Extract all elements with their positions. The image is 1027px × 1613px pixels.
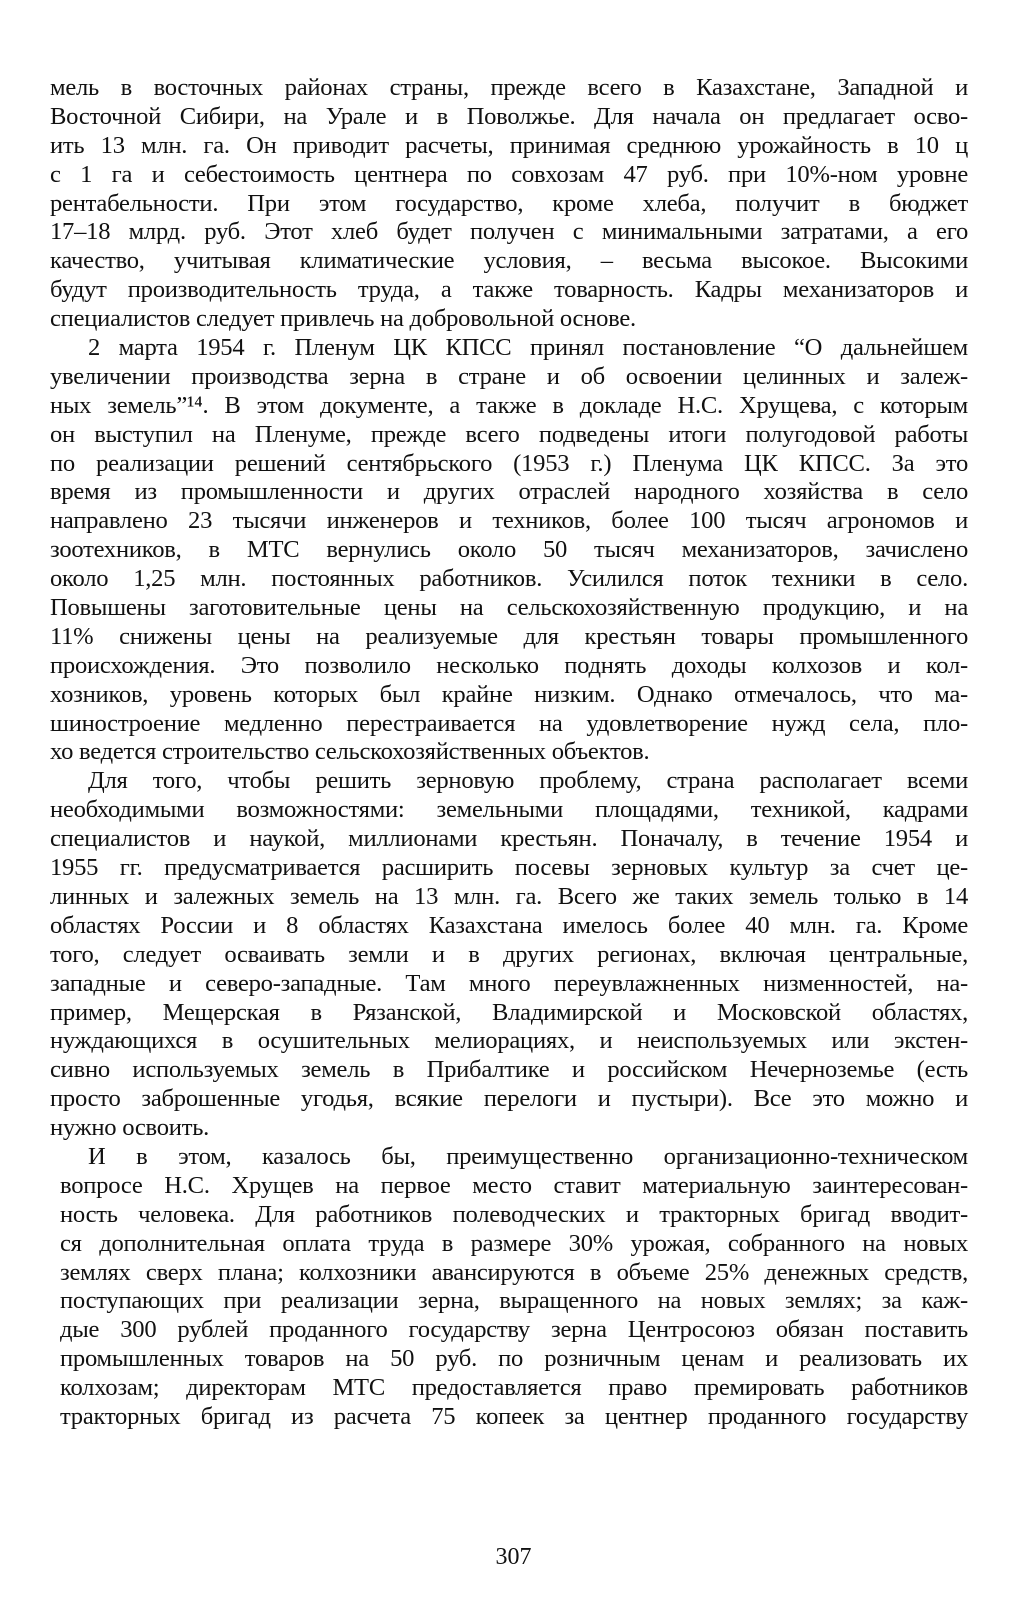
text-line: шиностроение медленно перестраивается на удовлетворение нужд села, пло- [50, 709, 968, 737]
text-line: нужно освоить. [50, 1114, 210, 1142]
text-line: необходимыми возможностями: земельными площадями, техникой, кадрами [50, 796, 968, 824]
text-line: Восточной Сибири, на Урале и в Поволжье. Для начала он предлагает осво- [50, 102, 968, 130]
text-line: промышленных товаров на 50 руб. по розничным ценам и реализовать их [60, 1345, 968, 1373]
text-line: Повышены заготовительные цены на сельскохозяйственную продукцию, и на [50, 594, 968, 622]
text-line: специалистов следует привлечь на добровольной основе. [50, 305, 636, 333]
text-line: направлено 23 тысячи инженеров и техников, более 100 тысяч агрономов и [50, 507, 968, 535]
text-line: областях России и 8 областях Казахстана имелось более 40 млн. га. Кроме [50, 911, 968, 939]
text-line: специалистов и наукой, миллионами крестьян. Поначалу, в течение 1954 и [50, 825, 968, 853]
text-line: 17–18 млрд. руб. Этот хлеб будет получен с минимальными затратами, а его [50, 218, 968, 246]
text-line: качество, учитывая климатические условия, – весьма высокое. Высокими [50, 247, 968, 275]
text-line: ить 13 млн. га. Он приводит расчеты, принимая среднюю урожайность в 10 ц [50, 131, 968, 159]
text-line: вопросе Н.С. Хрущев на первое место ставит материальную заинтересован- [60, 1171, 968, 1199]
page-number: 307 [495, 1544, 532, 1570]
text-body [50, 74, 968, 1432]
text-line: тракторных бригад из расчета 75 копеек за центнер проданного государству [60, 1402, 968, 1430]
text-line: по реализации решений сентябрьского (1953 г.) Пленума ЦК КПСС. За это [50, 449, 968, 477]
text-line: около 1,25 млн. постоянных работников. Усилился поток техники в село. [50, 565, 968, 593]
text-line: нуждающихся в осушительных мелиорациях, и неиспользуемых или экстен- [50, 1027, 968, 1055]
text-line: Для того, чтобы решить зерновую проблему, страна располагает всеми [88, 767, 968, 795]
text-line: происхождения. Это позволило несколько поднять доходы колхозов и кол- [50, 651, 968, 679]
text-line: хозников, уровень которых был крайне низким. Однако отмечалось, что ма- [50, 680, 968, 708]
text-line: зоотехников, в МТС вернулись около 50 тысяч механизаторов, зачислено [50, 536, 968, 564]
text-line: 11% снижены цены на реализуемые для крестьян товары промышленного [50, 622, 968, 650]
text-line: И в этом, казалось бы, преимущественно организационно-техническом [88, 1142, 968, 1170]
text-line: землях сверх плана; колхозники авансируются в объеме 25% денежных средств, [60, 1258, 968, 1286]
text-line: дые 300 рублей проданного государству зерна Центросоюз обязан поставить [60, 1316, 968, 1344]
text-line: мель в восточных районах страны, прежде всего в Казахстане, Западной и [50, 74, 968, 101]
text-line: хо ведется строительство сельскохозяйственных объектов. [50, 738, 650, 766]
text-line: поступающих при реализации зерна, выращенного на новых землях; за каж- [60, 1287, 968, 1315]
text-line: западные и северо-западные. Там много переувлажненных низменностей, на- [50, 969, 968, 997]
text-line: колхозам; директорам МТС предоставляется право премировать работников [60, 1374, 968, 1402]
text-line: 1955 гг. предусматривается расширить посевы зерновых культур за счет це- [50, 854, 968, 882]
text-line: линных и залежных земель на 13 млн. га. Всего же таких земель только в 14 [50, 882, 968, 910]
text-line: сивно используемых земель в Прибалтике и российском Нечерноземье (есть [50, 1056, 968, 1084]
text-line: пример, Мещерская в Рязанской, Владимирской и Московской областях, [50, 998, 968, 1026]
text-line: 2 марта 1954 г. Пленум ЦК КПСС принял постановление “О дальнейшем [88, 334, 968, 362]
text-line: время из промышленности и других отраслей народного хозяйства в село [50, 478, 968, 506]
text-line: он выступил на Пленуме, прежде всего подведены итоги полугодовой работы [50, 420, 968, 448]
text-line: ся дополнительная оплата труда в размере 30% урожая, собранного на новых [60, 1229, 968, 1257]
text-line: с 1 га и себестоимость центнера по совхозам 47 руб. при 10%-ном уровне [50, 160, 968, 188]
text-line: будут производительность труда, а также товарность. Кадры механизаторов и [50, 276, 968, 304]
text-line: ных земель”¹⁴. В этом документе, а также в докладе Н.С. Хрущева, с которым [50, 391, 968, 419]
text-line: рентабельности. При этом государство, кроме хлеба, получит в бюджет [50, 189, 968, 217]
text-line: увеличении производства зерна в стране и об освоении целинных и залеж- [50, 362, 968, 390]
text-line: просто заброшенные угодья, всякие перелоги и пустыри). Все это можно и [50, 1085, 968, 1113]
text-line: того, следует осваивать земли и в других регионах, включая центральные, [50, 940, 968, 968]
text-line: ность человека. Для работников полеводческих и тракторных бригад вводит- [60, 1200, 968, 1228]
document-page [50, 74, 968, 1432]
